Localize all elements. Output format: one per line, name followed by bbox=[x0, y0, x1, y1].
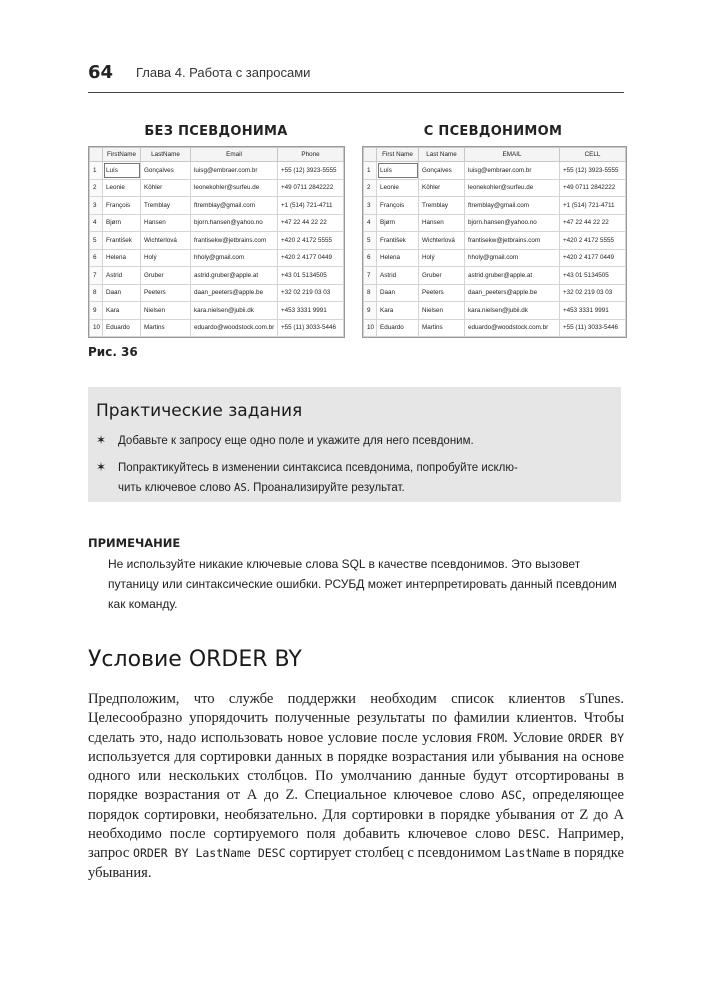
right-column-header: EMAIL bbox=[465, 148, 560, 162]
table-cell: Gonçalves bbox=[419, 162, 465, 180]
table-cell: Tremblay bbox=[141, 197, 191, 215]
left-column-header: Email bbox=[191, 148, 278, 162]
right-column-header: First Name bbox=[377, 148, 419, 162]
table-cell: Peeters bbox=[141, 284, 191, 302]
chapter-title: Глава 4. Работа с запросами bbox=[136, 65, 311, 80]
page-number: 64 bbox=[88, 62, 114, 83]
left-column-header bbox=[90, 148, 103, 162]
para-text-2: . Условие bbox=[504, 729, 568, 746]
table-cell: +420 2 4172 5555 bbox=[560, 232, 626, 250]
table-cell: Bjørn bbox=[103, 214, 141, 232]
left-table-title: БЕЗ ПСЕВДОНИМА bbox=[144, 124, 288, 139]
table-cell: kara.nielsen@jubii.dk bbox=[465, 302, 560, 320]
table-row bbox=[90, 284, 344, 302]
table-cell: +32 02 219 03 03 bbox=[278, 284, 344, 302]
row-number: 5 bbox=[364, 232, 377, 250]
right-result-grid bbox=[362, 146, 627, 338]
table-cell: Daan bbox=[377, 284, 419, 302]
row-number: 5 bbox=[90, 232, 103, 250]
row-number: 9 bbox=[364, 302, 377, 320]
table-row bbox=[364, 232, 626, 250]
table-cell: Gonçalves bbox=[141, 162, 191, 180]
code-desc: DESC bbox=[518, 827, 546, 842]
table-cell: Martins bbox=[419, 319, 465, 337]
table-row bbox=[90, 267, 344, 285]
table-row bbox=[364, 249, 626, 267]
table-cell: frantisekw@jetbrains.com bbox=[191, 232, 278, 250]
code-from: FROM bbox=[476, 730, 505, 745]
practice-box bbox=[88, 387, 621, 502]
section-title: Условие ORDER BY bbox=[88, 647, 302, 672]
row-number: 3 bbox=[90, 197, 103, 215]
table-cell: +55 (11) 3033-5446 bbox=[560, 319, 626, 337]
table-cell: Astrid bbox=[103, 267, 141, 285]
table-cell: František bbox=[103, 232, 141, 250]
table-cell: François bbox=[377, 197, 419, 215]
table-row bbox=[90, 214, 344, 232]
header-rule bbox=[88, 92, 624, 93]
table-cell: Helena bbox=[377, 249, 419, 267]
table-cell: Tremblay bbox=[419, 197, 465, 215]
table-row bbox=[90, 249, 344, 267]
table-cell: +420 2 4177 0449 bbox=[278, 249, 344, 267]
table-cell: Gruber bbox=[419, 267, 465, 285]
body-paragraph bbox=[88, 690, 624, 883]
table-cell: +453 3331 9991 bbox=[278, 302, 344, 320]
practice-item-2-line2a: чить ключевое слово bbox=[118, 482, 235, 494]
table-cell: Helena bbox=[103, 249, 141, 267]
table-cell: +43 01 5134505 bbox=[560, 267, 626, 285]
right-table-title: С ПСЕВДОНИМОМ bbox=[423, 124, 563, 139]
table-cell: Leonie bbox=[103, 179, 141, 197]
table-row bbox=[364, 319, 626, 337]
note-title: ПРИМЕЧАНИЕ bbox=[88, 536, 181, 550]
table-cell: ftremblay@gmail.com bbox=[191, 197, 278, 215]
table-cell: François bbox=[103, 197, 141, 215]
table-row bbox=[364, 267, 626, 285]
table-cell: +47 22 44 22 22 bbox=[278, 214, 344, 232]
table-row bbox=[364, 284, 626, 302]
running-header bbox=[88, 62, 620, 88]
table-cell: ftremblay@gmail.com bbox=[465, 197, 560, 215]
row-number: 6 bbox=[364, 249, 377, 267]
left-column-header: FirstName bbox=[103, 148, 141, 162]
table-cell: Kara bbox=[377, 302, 419, 320]
practice-item-1 bbox=[96, 430, 611, 451]
table-cell: leonekohler@surfeu.de bbox=[191, 179, 278, 197]
row-number: 8 bbox=[90, 284, 103, 302]
table-cell: Peeters bbox=[419, 284, 465, 302]
para-text-4: , определяющее порядок сортировки, необязательно. Для сортировки в порядке убывания от Z до A необходимо после сортируемого поля добавить ключевое слово bbox=[88, 787, 624, 843]
table-row bbox=[90, 319, 344, 337]
table-cell: Luís bbox=[377, 162, 419, 180]
table-cell: Wichterlová bbox=[419, 232, 465, 250]
right-column-header bbox=[364, 148, 377, 162]
table-cell: Köhler bbox=[141, 179, 191, 197]
row-number: 10 bbox=[364, 319, 377, 337]
table-cell: Astrid bbox=[377, 267, 419, 285]
row-number: 10 bbox=[90, 319, 103, 337]
table-cell: astrid.gruber@apple.at bbox=[465, 267, 560, 285]
table-row bbox=[90, 302, 344, 320]
row-number: 2 bbox=[364, 179, 377, 197]
table-cell: frantisekw@jetbrains.com bbox=[465, 232, 560, 250]
table-cell: Bjørn bbox=[377, 214, 419, 232]
right-column-header: Last Name bbox=[419, 148, 465, 162]
table-cell: Nielsen bbox=[419, 302, 465, 320]
table-cell: astrid.gruber@apple.at bbox=[191, 267, 278, 285]
row-number: 8 bbox=[364, 284, 377, 302]
code-asc: ASC bbox=[501, 788, 522, 803]
left-column-header: LastName bbox=[141, 148, 191, 162]
table-cell: eduardo@woodstock.com.br bbox=[191, 319, 278, 337]
bullet-star-icon: ✶ bbox=[96, 433, 107, 447]
para-text-3: используется для сортировки данных в порядке возрастания или убывания на основе одного или нескольких столбцов. По умолчанию данные будут отсортированы в порядке возрастания от А до Z. Специальное ключевое слово bbox=[88, 748, 624, 804]
table-cell: Holý bbox=[419, 249, 465, 267]
table-cell: Daan bbox=[103, 284, 141, 302]
table-cell: +47 22 44 22 22 bbox=[560, 214, 626, 232]
table-cell: bjorn.hansen@yahoo.no bbox=[191, 214, 278, 232]
para-text-5: . Например, запрос bbox=[88, 826, 624, 862]
table-cell: +453 3331 9991 bbox=[560, 302, 626, 320]
practice-item-2-code: AS bbox=[234, 482, 247, 494]
code-lastname: LastName bbox=[504, 846, 560, 861]
figure-caption: Рис. 36 bbox=[88, 345, 138, 359]
row-number: 4 bbox=[364, 214, 377, 232]
table-cell: Wichterlová bbox=[141, 232, 191, 250]
table-cell: +55 (12) 3923-5555 bbox=[278, 162, 344, 180]
table-row bbox=[364, 162, 626, 180]
table-row bbox=[90, 179, 344, 197]
table-row bbox=[364, 179, 626, 197]
row-number: 3 bbox=[364, 197, 377, 215]
table-cell: Holý bbox=[141, 249, 191, 267]
table-cell: +43 01 5134505 bbox=[278, 267, 344, 285]
table-cell: +420 2 4172 5555 bbox=[278, 232, 344, 250]
para-text-6: сортирует столбец с псевдонимом bbox=[285, 845, 505, 862]
table-cell: Luís bbox=[103, 162, 141, 180]
row-number: 2 bbox=[90, 179, 103, 197]
table-cell: hholy@gmail.com bbox=[465, 249, 560, 267]
code-order-by: ORDER BY bbox=[567, 730, 624, 745]
table-row bbox=[364, 197, 626, 215]
table-cell: Kara bbox=[103, 302, 141, 320]
table-cell: luisg@embraer.com.br bbox=[465, 162, 560, 180]
row-number: 9 bbox=[90, 302, 103, 320]
right-column-header: CELL bbox=[560, 148, 626, 162]
table-row bbox=[90, 232, 344, 250]
table-cell: +49 0711 2842222 bbox=[278, 179, 344, 197]
table-cell: Leonie bbox=[377, 179, 419, 197]
table-cell: Eduardo bbox=[103, 319, 141, 337]
table-cell: Köhler bbox=[419, 179, 465, 197]
bullet-star-icon: ✶ bbox=[96, 460, 107, 474]
practice-item-2-line1: Попрактикуйтесь в изменении синтаксиса псевдонима, попробуйте исклю- bbox=[118, 462, 518, 474]
table-cell: +1 (514) 721-4711 bbox=[278, 197, 344, 215]
table-cell: kara.nielsen@jubii.dk bbox=[191, 302, 278, 320]
practice-item-1-text: Добавьте к запросу еще одно поле и укажите для него псевдоним. bbox=[118, 435, 474, 447]
row-number: 1 bbox=[90, 162, 103, 180]
note-text: Не используйте никакие ключевые слова SQL в качестве псевдонимов. Это вызовет путаницу или синтаксические ошибки. РСУБД может интерпретировать данный псевдоним как команду. bbox=[108, 557, 617, 611]
table-cell: luisg@embraer.com.br bbox=[191, 162, 278, 180]
table-cell: Gruber bbox=[141, 267, 191, 285]
row-number: 4 bbox=[90, 214, 103, 232]
table-cell: Hansen bbox=[141, 214, 191, 232]
table-cell: daan_peeters@apple.be bbox=[191, 284, 278, 302]
table-cell: hholy@gmail.com bbox=[191, 249, 278, 267]
table-cell: Nielsen bbox=[141, 302, 191, 320]
table-cell: František bbox=[377, 232, 419, 250]
code-order-by-lastname-desc: ORDER BY LastName DESC bbox=[133, 846, 286, 861]
row-number: 7 bbox=[364, 267, 377, 285]
table-cell: +49 0711 2842222 bbox=[560, 179, 626, 197]
left-result-grid bbox=[88, 146, 345, 338]
table-cell: Hansen bbox=[419, 214, 465, 232]
left-column-header: Phone bbox=[278, 148, 344, 162]
table-cell: +32 02 219 03 03 bbox=[560, 284, 626, 302]
table-cell: daan_peeters@apple.be bbox=[465, 284, 560, 302]
table-cell: +1 (514) 721-4711 bbox=[560, 197, 626, 215]
table-cell: Eduardo bbox=[377, 319, 419, 337]
practice-title: Практические задания bbox=[96, 401, 303, 421]
table-cell: leonekohler@surfeu.de bbox=[465, 179, 560, 197]
row-number: 6 bbox=[90, 249, 103, 267]
practice-item-2-line2b: . Проанализируйте результат. bbox=[246, 482, 405, 494]
para-text-1: Предположим, что службе поддержки необходим список клиентов sTunes. Целесообразно упорядочить полученные результаты по фамилии клиентов. Чтобы сделать это, надо использовать новое условие после условия bbox=[88, 691, 624, 746]
row-number: 1 bbox=[364, 162, 377, 180]
table-row bbox=[364, 214, 626, 232]
table-cell: bjorn.hansen@yahoo.no bbox=[465, 214, 560, 232]
para-text-7: в порядке убывания. bbox=[88, 845, 624, 881]
table-cell: Martins bbox=[141, 319, 191, 337]
table-cell: +55 (12) 3923-5555 bbox=[560, 162, 626, 180]
table-row bbox=[90, 162, 344, 180]
row-number: 7 bbox=[90, 267, 103, 285]
table-cell: +55 (11) 3033-5446 bbox=[278, 319, 344, 337]
practice-item-2 bbox=[96, 457, 611, 498]
table-cell: +420 2 4177 0449 bbox=[560, 249, 626, 267]
table-row bbox=[364, 302, 626, 320]
table-cell: eduardo@woodstock.com.br bbox=[465, 319, 560, 337]
table-row bbox=[90, 197, 344, 215]
